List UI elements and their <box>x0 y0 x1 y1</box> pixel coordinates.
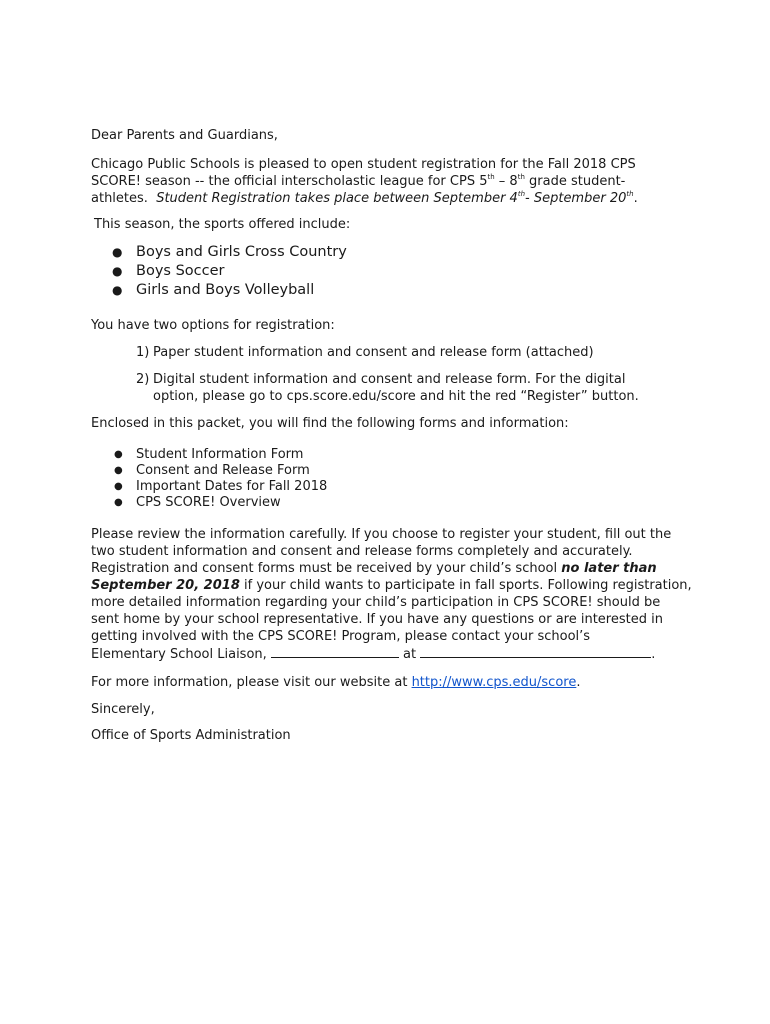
sport-item: Boys and Girls Cross Country <box>136 244 347 260</box>
bullet-icon: ● <box>112 245 123 259</box>
bullet-icon: ● <box>114 465 123 476</box>
superscript: th <box>626 189 634 198</box>
option-text: Digital student information and consent and release form. For the digital <box>153 372 626 387</box>
sport-item: Boys Soccer <box>136 263 225 279</box>
option-number: 2) <box>136 372 150 387</box>
review-text: if your child wants to participate in fall sports. Following registration, <box>239 578 692 593</box>
bullet-icon: ● <box>114 449 123 460</box>
bullet-icon: ● <box>112 264 123 278</box>
intro-text: . <box>633 191 638 206</box>
sports-intro: This season, the sports offered include: <box>94 217 351 232</box>
intro-line-3 <box>91 191 638 207</box>
review-text: Elementary School Liaison, <box>91 647 271 662</box>
liaison-contact-blank[interactable] <box>420 646 651 658</box>
review-line <box>91 646 655 663</box>
review-text: . <box>651 647 656 662</box>
more-info-text: . <box>576 675 581 690</box>
bullet-icon: ● <box>114 497 123 508</box>
superscript: th <box>517 189 526 198</box>
intro-text: grade student- <box>524 174 626 189</box>
website-link[interactable]: http://www.cps.edu/score <box>411 675 577 690</box>
enclosed-item: CPS SCORE! Overview <box>136 495 281 510</box>
options-intro: You have two options for registration: <box>91 318 335 333</box>
review-line: more detailed information regarding your child’s participation in CPS SCORE! should be <box>91 595 661 610</box>
enclosed-item: Consent and Release Form <box>136 463 310 478</box>
intro-text: athletes. <box>91 191 157 206</box>
sport-item: Girls and Boys Volleyball <box>136 282 315 298</box>
review-line: two student information and consent and release forms completely and accurately. <box>91 544 633 559</box>
deadline-text: no later than <box>561 561 657 576</box>
enclosed-item: Important Dates for Fall 2018 <box>136 479 328 494</box>
review-line: getting involved with the CPS SCORE! Program, please contact your school’s <box>91 629 591 644</box>
registration-dates-text: Student Registration takes place between September 4 <box>156 191 518 206</box>
intro-line-1: Chicago Public Schools is pleased to open student registration for the Fall 2018 CPS <box>91 157 636 172</box>
option-text: Paper student information and consent and release form (attached) <box>153 345 594 360</box>
option-text: option, please go to cps.score.edu/score and hit the red “Register” button. <box>153 389 639 404</box>
registration-dates-text: - September 20 <box>525 191 627 206</box>
intro-text: – 8 <box>494 174 518 189</box>
review-line <box>91 578 692 594</box>
intro-line-2 <box>91 174 625 190</box>
enclosed-item: Student Information Form <box>136 447 304 462</box>
signature: Office of Sports Administration <box>91 728 291 743</box>
superscript: th <box>487 172 495 181</box>
intro-text: SCORE! season -- the official interscholastic league for CPS 5 <box>91 174 488 189</box>
salutation: Dear Parents and Guardians, <box>91 128 278 143</box>
review-text: Registration and consent forms must be received by your child’s school <box>91 561 562 576</box>
review-line: Please review the information carefully. If you choose to register your student, fill out the <box>91 527 672 542</box>
option-number: 1) <box>136 345 150 360</box>
bullet-icon: ● <box>112 283 123 297</box>
bullet-icon: ● <box>114 481 123 492</box>
review-line <box>91 561 657 577</box>
deadline-date: September 20, 2018 <box>91 578 240 593</box>
liaison-name-blank[interactable] <box>271 646 399 658</box>
enclosed-intro: Enclosed in this packet, you will find the following forms and information: <box>91 416 569 431</box>
review-text: at <box>398 647 421 662</box>
more-info-text: For more information, please visit our website at <box>91 675 412 690</box>
superscript: th <box>517 172 525 181</box>
closing: Sincerely, <box>91 702 155 717</box>
more-info <box>91 675 580 691</box>
review-line: sent home by your school representative. If you have any questions or are interested in <box>91 612 663 627</box>
